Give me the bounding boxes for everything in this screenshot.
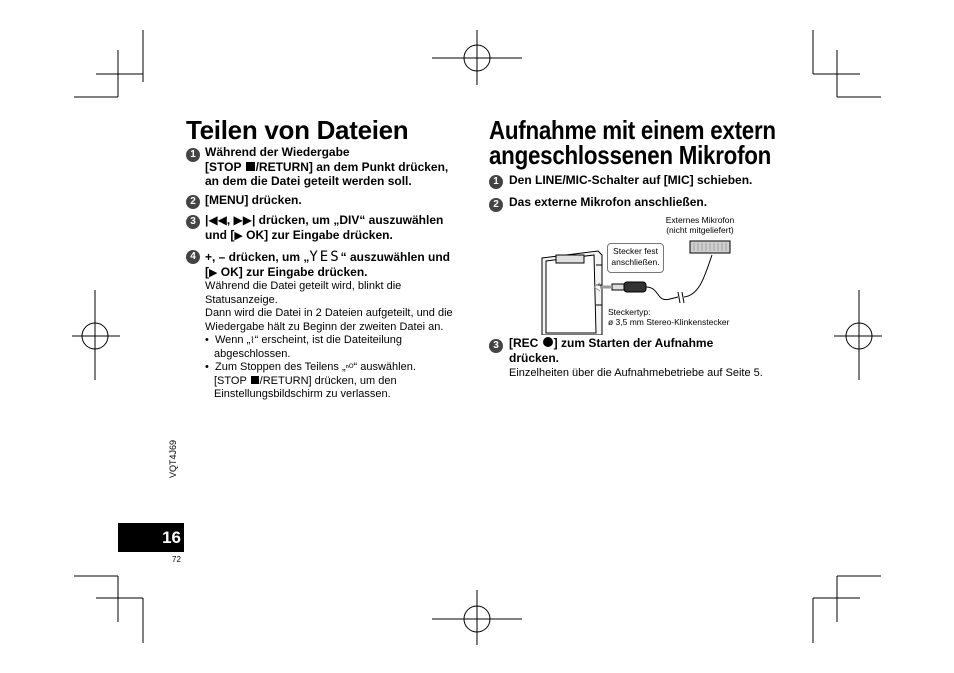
detail-p2-line-1: Dann wird die Datei in 2 Dateien aufgeteilt, und die xyxy=(205,307,453,319)
no-segment-display: ⁿᴼ xyxy=(345,362,354,372)
bullet-2-c-b: /RETURN] drücken, um den xyxy=(259,374,397,387)
play-triangle-icon: ▶ xyxy=(234,229,243,242)
right-step-3-line-2: drücken. xyxy=(509,350,560,365)
right-step-number-1: 1 xyxy=(489,175,503,189)
right-section xyxy=(489,117,822,168)
step-1-line-2 xyxy=(205,160,448,175)
step-number-3: 3 xyxy=(186,215,200,229)
page-number: 16 xyxy=(162,528,181,547)
microphone-icon xyxy=(690,241,730,253)
sub-page-number: 72 xyxy=(172,555,181,564)
mic-label xyxy=(660,215,740,235)
step-number-1: 1 xyxy=(186,148,200,162)
right-step-1-text: Den LINE/MIC-Schalter auf [MIC] schieben. xyxy=(509,173,753,187)
right-step-3-line-1-a: [REC xyxy=(509,336,542,350)
plug-type-line-2: ø 3,5 mm Stereo-Klinkenstecker xyxy=(608,317,730,327)
left-section xyxy=(186,117,408,143)
callout-line-2: anschließen. xyxy=(611,256,660,267)
step-1-line-2-rest: /RETURN] an dem Punkt drücken, xyxy=(255,159,449,174)
step-3-text xyxy=(205,213,443,243)
right-step-3-line-1-b: ] zum Starten der Aufnahme xyxy=(553,336,714,350)
mic-label-line-1: Externes Mikrofon xyxy=(665,215,735,225)
right-step-number-2: 2 xyxy=(489,198,503,212)
document-code: VQT4J69 xyxy=(168,439,178,478)
step-4-line-2-b: OK] zur Eingabe drücken. xyxy=(217,264,368,279)
step-3-line-2-a: und [ xyxy=(205,227,235,242)
step-1-line-3: an dem die Datei geteilt werden soll. xyxy=(205,174,412,188)
right-step-2-text: Das externe Mikrofon anschließen. xyxy=(509,195,708,209)
step-4-line-2 xyxy=(205,265,450,281)
mic-label-line-2: (nicht mitgeliefert) xyxy=(666,225,734,235)
bullet-2-b: “ auswählen. xyxy=(353,361,416,373)
bullet-2-line-3: Einstellungsbildschirm zu verlassen. xyxy=(214,388,391,400)
bullet-1-line-1 xyxy=(205,334,453,348)
stop-square-icon xyxy=(246,162,255,171)
bullet-2-a: Zum Stoppen des Teilens „ xyxy=(214,361,346,373)
bullet: • xyxy=(205,334,209,346)
step-3-line-2-b: OK] zur Eingabe drücken. xyxy=(242,227,393,242)
page-number-tab xyxy=(118,523,184,552)
stop-square-icon xyxy=(251,376,259,384)
step-1-text xyxy=(205,145,448,189)
plug-type-line-1: Steckertyp: xyxy=(608,307,651,317)
step-4-line-2-a: [ xyxy=(205,264,209,279)
plug-type-label xyxy=(608,307,729,327)
bullet-2-c-a: [STOP xyxy=(214,374,250,387)
step-3-line-1-rest: drücken, um „DIV“ auszuwählen xyxy=(255,213,444,227)
bullet: • xyxy=(205,361,209,373)
step-number-4: 4 xyxy=(186,250,200,264)
play-triangle-icon: ▶ xyxy=(209,266,218,279)
section-title-aufnahme-line-1: Aufnahme mit einem extern xyxy=(489,115,776,145)
bullet-1-b: “ erscheint, ist die Dateiteilung xyxy=(254,334,403,346)
bullet-1-line-2: abgeschlossen. xyxy=(214,347,291,360)
bullet-2-line-1 xyxy=(205,361,453,375)
step-3-line-2 xyxy=(205,228,443,244)
right-step-3-line-1 xyxy=(509,336,713,351)
step-2-text: [MENU] drücken. xyxy=(205,193,302,207)
detail-p1-line-2: Statusanzeige. xyxy=(205,293,278,306)
bullet-1-a: Wenn „ xyxy=(214,334,251,346)
step-1-line-1: Während der Wiedergabe xyxy=(205,145,350,159)
file-divide-icon: ⌇ xyxy=(250,335,255,345)
detail-p2-line-2: Wiedergabe hält zu Beginn der zweiten Datei an. xyxy=(205,320,444,333)
step-3-line-1 xyxy=(205,213,443,228)
callout-line-1: Stecker fest xyxy=(613,246,658,256)
section-title-teilen: Teilen von Dateien xyxy=(186,115,409,145)
right-step-3-text xyxy=(509,336,713,365)
section-title-aufnahme-line-2: angeschlossenen Mikrofon xyxy=(489,140,772,170)
yes-segment-display: YES xyxy=(309,249,341,265)
step-4-text xyxy=(205,250,450,280)
step-4-line-1-b: “ auszuwählen und xyxy=(340,250,451,264)
rec-dot-icon xyxy=(543,337,553,347)
skip-icons: |◀◀, ▶▶| xyxy=(205,213,256,227)
right-step-number-3: 3 xyxy=(489,339,503,353)
stop-prefix: [STOP xyxy=(205,159,245,174)
step-4-line-1 xyxy=(205,250,450,265)
callout-stecker xyxy=(607,243,664,273)
step-4-details xyxy=(205,280,453,402)
step-number-2: 2 xyxy=(186,195,200,209)
bullet-2-line-2 xyxy=(205,375,453,389)
recorder-device-icon xyxy=(542,251,602,335)
detail-p1-line-1: Während die Datei geteilt wird, blinkt die xyxy=(205,280,402,292)
step-4-line-1-a: +, – drücken, um „ xyxy=(205,250,310,264)
right-step-3-detail: Einzelheiten über die Aufnahmebetriebe auf Seite 5. xyxy=(509,367,763,379)
